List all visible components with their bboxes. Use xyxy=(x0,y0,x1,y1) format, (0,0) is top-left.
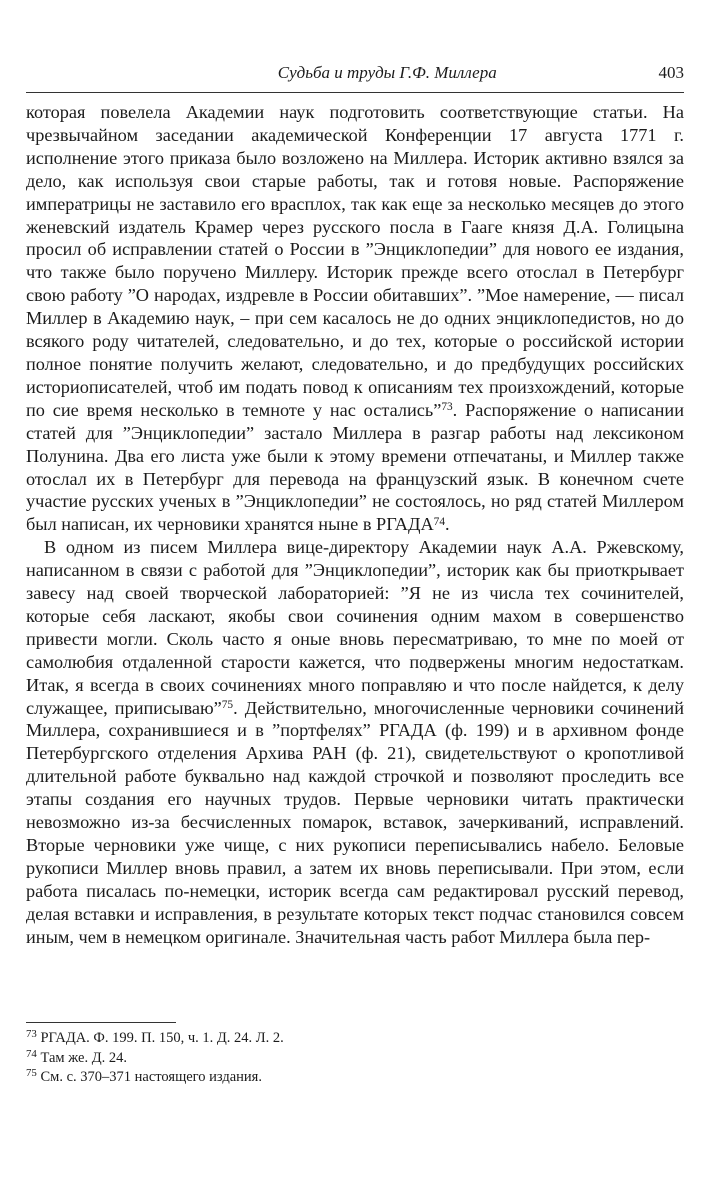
header-rule xyxy=(26,92,684,93)
footnote-text: См. с. 370–371 настоящего издания. xyxy=(40,1069,262,1085)
running-head-title: Судьба и труды Г.Ф. Миллера xyxy=(277,63,497,82)
footnote-number: 74 xyxy=(26,1047,37,1060)
footnote-74 xyxy=(26,1049,684,1069)
paragraph-1 xyxy=(26,101,684,536)
footnote-text: РГАДА. Ф. 199. П. 150, ч. 1. Д. 24. Л. 2. xyxy=(40,1030,284,1046)
footnote-73 xyxy=(26,1029,684,1049)
paragraph-2-text-a: В одном из писем Миллера вице-директору Академии наук А.А. Ржевскому, написанном в связи с работой для ”Энциклопедии”, историк как бы приоткрывает завесу над своей творческой лабораторией: ”Я не из числа тех сочинителей, которые себя ласкают, якобы свои сочинения одним махом в совершенство привести могли. Сколь часто я оные вновь пересматриваю, то мне по моей от самолюбия отдаленной старости кажется, что подвержены многим недостаткам. Итак, я всегда в своих сочинениях много поправляю и что после найдется, к делу служащее, приписываю” xyxy=(26,537,684,718)
footnote-rule xyxy=(26,1022,176,1023)
running-head xyxy=(26,60,684,86)
footnote-number: 73 xyxy=(26,1028,37,1041)
footnote-ref-73: 73 xyxy=(441,401,453,414)
paragraph-2 xyxy=(26,536,684,948)
paragraph-1-text-b: . Распоряжение о написании статей для ”Энциклопедии” застало Миллера в разгар работы над лексиконом Полунина. Два его листа уже были к этому времени отпечатаны, и Миллер также отослал их в Петербург для перевода на французский язык. В конечном счете участие русских ученых в ”Энциклопедии” не состоялось, но ряд статей Миллером был написан, их черновики хранятся ныне в РГАДА xyxy=(26,399,684,535)
body-text xyxy=(26,101,684,949)
footnote-75 xyxy=(26,1068,684,1088)
paragraph-2-text-b: . Действительно, многочисленные черновики сочинений Миллера, сохранившиеся и в ”портфелях” РГАДА (ф. 199) и в архивном фонде Петербургского отделения Архива РАН (ф. 21), свидетельствуют о кропотливой длительной работе буквально над каждой строчкой и позволяют проследить все этапы создания его научных трудов. Первые черновики читать практически невозможно из-за бесчисленных помарок, вставок, зачеркиваний, исправлений. Вторые черновики уже чище, с них рукописи переписывались набело. Беловые рукописи Миллер вновь правил, а затем их вновь переписывали. При этом, если работа писалась по-немецки, историк всегда сам редактировал русский перевод, делая вставки и исправления, в результате которых текст подчас становился совсем иным, чем в немецком оригинале. Значительная часть работ Миллера была пер- xyxy=(26,697,684,947)
footnote-ref-74: 74 xyxy=(433,515,445,528)
footnote-text: Там же. Д. 24. xyxy=(40,1049,127,1066)
paragraph-1-text-a: которая повелела Академии наук подготовить соответствующие статьи. На чрезвычайном заседании академической Конференции 17 августа 1771 г. исполнение этого приказа было возложено на Миллера. Историк активно взялся за дело, как используя свои старые работы, так и готовя новые. Распоряжение императрицы не заставило его врасплох, так как еще за несколько месяцев до этого женевский издатель Крамер через русского посла в Гааге князя Д.А. Голицына просил об исправлении статей о России в ”Энциклопедии” для нового ее издания, что также было поручено Миллеру. Историк прежде всего отослал в Петербург свою работу ”О народах, издревле в России обитавших”. ”Мое намерение, — писал Миллер в Академию наук, – при сем касалось не до одних энциклопедистов, но до всякого роду читателей, следовательно, и до тех, которые о российской истории полное понятие получить желают, следовательно, и до предбудущих российских историописателей, чтоб им подать повод к описаниям тех произхождений, которые по сие время несколько в темноте у нас остались” xyxy=(26,102,684,420)
footnote-ref-75: 75 xyxy=(221,698,234,711)
page-number: 403 xyxy=(658,63,684,82)
footnote-number: 75 xyxy=(26,1067,37,1080)
paragraph-1-text-c: . xyxy=(444,514,450,535)
footnotes xyxy=(26,1029,684,1088)
